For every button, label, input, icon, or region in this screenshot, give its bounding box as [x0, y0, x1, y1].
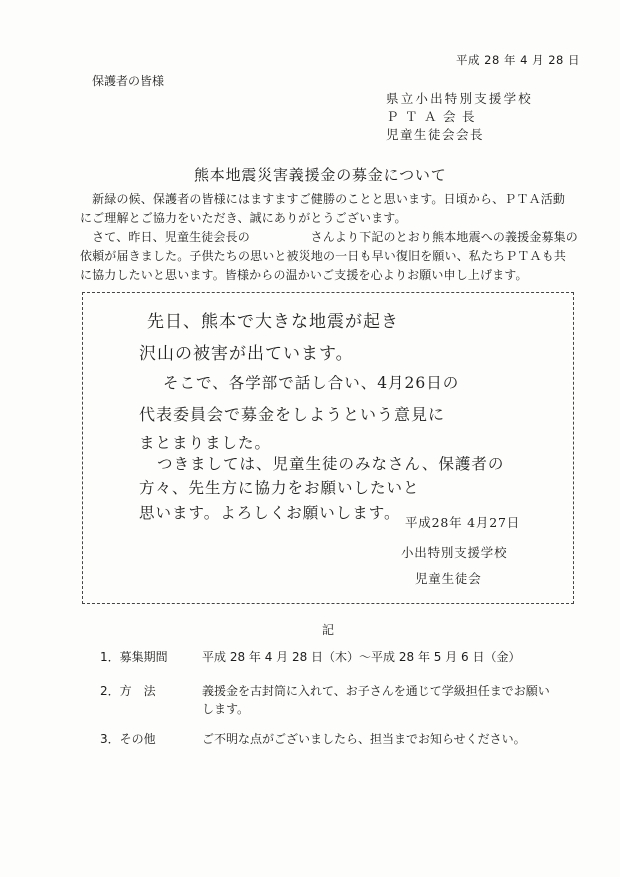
handwritten-line: 方々、先生方に協力をお願いしたいと [139, 479, 420, 497]
detail-value: ご不明な点がございましたら、担当までお知らせください。 [202, 732, 526, 746]
handwritten-line: 沢山の被害が出ています。 [139, 344, 354, 364]
sender-pta: ＰＴＡ会長 [386, 109, 482, 124]
handwritten-line: つきましては、児童生徒のみなさん、保護者の [157, 455, 505, 473]
recipient: 保護者の皆様 [92, 74, 165, 88]
handwritten-letter [82, 292, 574, 604]
intro-line: に協力したいと思います。皆様からの温かいご支援を心よりお願い申し上げます。 [80, 268, 528, 282]
sender-block [386, 90, 533, 144]
handwritten-line: 思います。よろしくお願いします。 [139, 504, 401, 522]
intro-paragraph [80, 190, 578, 285]
detail-value-cont: します。 [202, 702, 250, 716]
detail-label: 2．方 法 [100, 684, 156, 698]
intro-line: にご理解とご協力をいただき、誠にありがとうございます。 [80, 211, 407, 225]
intro-line: さて、昨日、児童生徒会長の さんより下記のとおり熊本地震への義援金募集の [80, 230, 578, 244]
sender-student-council: 児童生徒会会長 [386, 127, 485, 142]
handwritten-line: そこで、各学部で話し合い、4月26日の [163, 374, 460, 392]
handwritten-line: 代表委員会で募金をしようという意見に [139, 405, 446, 424]
ki-heading: 記 [322, 623, 335, 637]
handwritten-council: 児童生徒会 [415, 571, 482, 586]
handwritten-line: 先日、熊本で大きな地震が起き [147, 312, 399, 332]
intro-line: 新緑の候、保護者の皆様にはますますご健勝のことと思います。日頃から、ＰＴＡ活動 [80, 192, 566, 206]
intro-line: 依頼が届きました。子供たちの思いと被災地の一日も早い復旧を願い、私たちＰＴＡも共 [80, 249, 567, 263]
detail-value: 平成 28 年 4 月 28 日（木）～平成 28 年 5 月 6 日（金） [202, 650, 521, 664]
handwritten-school: 小出特別支援学校 [401, 545, 508, 560]
detail-value: 義援金を古封筒に入れて、お子さんを通じて学級担任までお願い [202, 684, 550, 698]
handwritten-date: 平成28年 4月27日 [405, 515, 521, 530]
detail-label: 3．その他 [100, 732, 156, 746]
document-title: 熊本地震災害義援金の募金について [194, 166, 447, 184]
issue-date: 平成 28 年 4 月 28 日 [456, 53, 581, 67]
detail-label: 1．募集期間 [100, 650, 168, 664]
sender-school: 県立小出特別支援学校 [386, 91, 534, 106]
handwritten-line: まとまりました。 [139, 434, 272, 452]
